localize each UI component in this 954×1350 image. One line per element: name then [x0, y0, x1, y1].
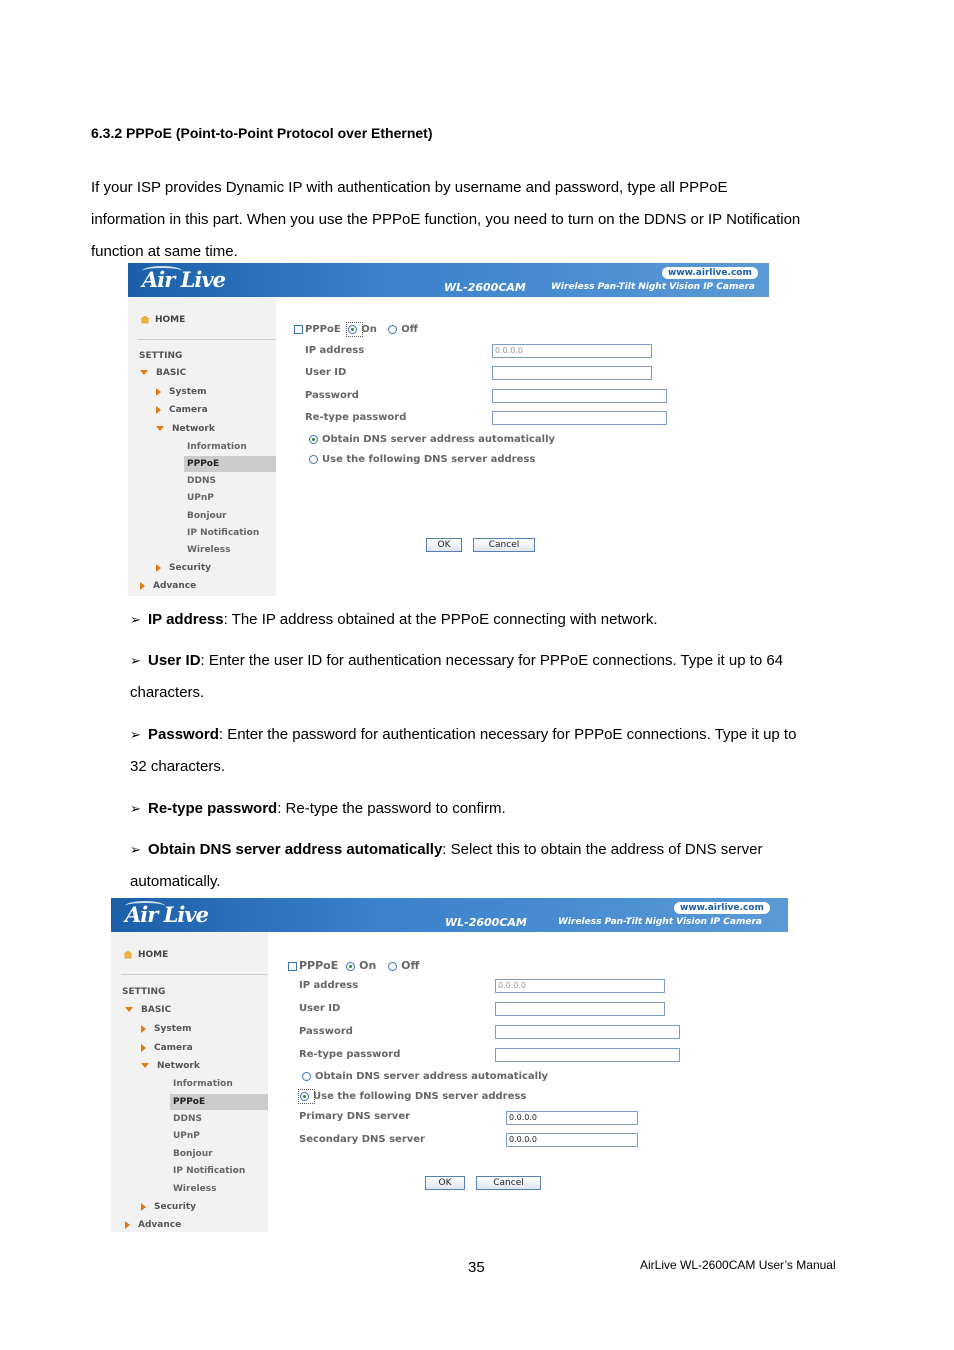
sidebar-setting-label: SETTING [139, 351, 183, 361]
sidebar-item-system[interactable]: System [156, 387, 207, 397]
sidebar-item-basic[interactable]: BASIC [125, 1005, 171, 1015]
sidebar-home[interactable]: HOME [140, 315, 185, 325]
retype-password-label: Re-type password [305, 412, 407, 423]
primary-dns-input[interactable]: 0.0.0.0 [506, 1111, 638, 1125]
secondary-dns-label: Secondary DNS server [299, 1134, 425, 1145]
user-id-label: User ID [305, 367, 347, 378]
sidebar-item-ip-notification[interactable]: IP Notification [187, 528, 260, 538]
camera-banner [111, 898, 788, 932]
password-label: Password [305, 390, 359, 401]
sidebar-item-basic[interactable]: BASIC [140, 368, 186, 378]
sidebar-item-camera[interactable]: Camera [141, 1043, 193, 1053]
sidebar-item-ip-notification[interactable]: IP Notification [173, 1166, 246, 1176]
intro-line-1: If your ISP provides Dynamic IP with authentication by username and password, type all PPPoE [91, 179, 728, 196]
primary-dns-label: Primary DNS server [299, 1111, 411, 1122]
sidebar-item-ddns[interactable]: DDNS [173, 1114, 202, 1124]
sidebar-item-security[interactable]: Security [156, 563, 211, 573]
sidebar-item-advance[interactable]: Advance [125, 1220, 181, 1230]
collapse-icon [125, 1221, 130, 1229]
collapse-icon [141, 1044, 146, 1052]
sidebar-item-pppoe[interactable]: PPPoE [184, 456, 276, 472]
airlive-logo: Air Live [125, 902, 208, 927]
banner-model: WL-2600CAM [445, 916, 527, 929]
manual-title: AirLive WL-2600CAM User’s Manual [640, 1258, 836, 1272]
retype-password-label: Re-type password [299, 1049, 401, 1060]
banner-desc: Wireless Pan-Tilt Night Vision IP Camera [558, 917, 762, 927]
sidebar-item-information[interactable]: Information [173, 1079, 233, 1089]
ip-address-label: IP address [299, 980, 359, 991]
sidebar-item-wireless[interactable]: Wireless [187, 545, 231, 555]
sidebar-item-pppoe[interactable]: PPPoE [170, 1094, 268, 1110]
sidebar-item-information[interactable]: Information [187, 442, 247, 452]
pppoe-toggle-row: PPPoE On Off [288, 959, 419, 972]
ip-address-label: IP address [305, 345, 365, 356]
user-id-input[interactable] [492, 366, 652, 380]
cancel-button[interactable]: Cancel [476, 1176, 541, 1190]
dns-auto-option[interactable]: Obtain DNS server address automatically [302, 1071, 548, 1082]
page-number: 35 [468, 1259, 485, 1276]
pppoe-checkbox [288, 962, 297, 971]
dns-auto-radio [309, 435, 318, 444]
ip-address-field: 0.0.0.0 [495, 979, 665, 993]
home-icon [123, 951, 133, 959]
secondary-dns-input[interactable]: 0.0.0.0 [506, 1133, 638, 1147]
dns-manual-option[interactable]: Use the following DNS server address [300, 1091, 526, 1102]
sidebar-item-bonjour[interactable]: Bonjour [187, 511, 227, 521]
pppoe-on-radio[interactable] [346, 959, 359, 972]
sidebar-item-network[interactable]: Network [141, 1061, 200, 1071]
retype-password-input[interactable] [495, 1048, 680, 1062]
dns-auto-radio [302, 1072, 311, 1081]
settings-sidebar [111, 932, 268, 1232]
sidebar-item-advance[interactable]: Advance [140, 581, 196, 591]
dns-auto-option[interactable]: Obtain DNS server address automatically [309, 434, 555, 445]
dns-manual-option[interactable]: Use the following DNS server address [309, 454, 535, 465]
collapse-icon [156, 388, 161, 396]
sidebar-home[interactable]: HOME [123, 950, 168, 960]
pppoe-on-radio[interactable] [348, 324, 361, 335]
pppoe-off-radio[interactable] [388, 959, 401, 972]
bullet-password-cont: 32 characters. [130, 758, 226, 775]
banner-desc: Wireless Pan-Tilt Night Vision IP Camera [551, 282, 755, 292]
collapse-icon [141, 1203, 146, 1211]
sidebar-item-upnp[interactable]: UPnP [187, 493, 214, 503]
expand-icon [140, 370, 148, 375]
pppoe-off-radio[interactable] [388, 324, 401, 335]
bullet-password: ➢ Password: Enter the password for authentication necessary for PPPoE connections. Type it up to [130, 726, 797, 743]
sidebar-item-network[interactable]: Network [156, 424, 215, 434]
screenshot-pppoe-manual-dns [111, 898, 788, 1232]
expand-icon [156, 426, 164, 431]
banner-model: WL-2600CAM [444, 281, 526, 294]
sidebar-item-system[interactable]: System [141, 1024, 192, 1034]
airlive-logo: Air Live [142, 267, 225, 292]
user-id-input[interactable] [495, 1002, 665, 1016]
cancel-button[interactable]: Cancel [473, 538, 535, 552]
bullet-user-id-cont: characters. [130, 684, 205, 701]
ok-button[interactable]: OK [426, 538, 462, 552]
bullet-retype-password: ➢ Re-type password: Re-type the password to confirm. [130, 800, 506, 817]
camera-banner [128, 263, 769, 297]
expand-icon [125, 1007, 133, 1012]
banner-url[interactable]: www.airlive.com [662, 267, 758, 279]
screenshot-pppoe-auto-dns [128, 263, 769, 596]
sidebar-item-security[interactable]: Security [141, 1202, 196, 1212]
section-heading: 6.3.2 PPPoE (Point-to-Point Protocol over Ethernet) [91, 125, 433, 141]
sidebar-item-bonjour[interactable]: Bonjour [173, 1149, 213, 1159]
collapse-icon [156, 406, 161, 414]
expand-icon [141, 1063, 149, 1068]
sidebar-setting-label: SETTING [122, 987, 166, 997]
bullet-dns-auto: ➢ Obtain DNS server address automatically: Select this to obtain the address of DNS server [130, 841, 763, 858]
bullet-user-id: ➢ User ID: Enter the user ID for authentication necessary for PPPoE connections. Type it up to 64 [130, 652, 784, 669]
collapse-icon [140, 582, 145, 590]
banner-url[interactable]: www.airlive.com [674, 902, 770, 914]
intro-line-2: information in this part. When you use the PPPoE function, you need to turn on the DDNS or IP Notification [91, 211, 801, 228]
settings-sidebar [128, 297, 276, 596]
password-input[interactable] [492, 389, 667, 403]
sidebar-item-upnp[interactable]: UPnP [173, 1131, 200, 1141]
dns-manual-radio [309, 455, 318, 464]
bullet-dns-auto-cont: automatically. [130, 873, 221, 890]
collapse-icon [156, 564, 161, 572]
pppoe-toggle-row: PPPoE On Off [294, 324, 418, 335]
user-id-label: User ID [299, 1003, 341, 1014]
ok-button[interactable]: OK [425, 1176, 465, 1190]
dns-manual-radio [300, 1092, 309, 1101]
bullet-ip-address: ➢ IP address: The IP address obtained at the PPPoE connecting with network. [130, 611, 658, 628]
sidebar-item-wireless[interactable]: Wireless [173, 1184, 217, 1194]
intro-line-3: function at same time. [91, 243, 238, 260]
pppoe-checkbox [294, 325, 303, 334]
collapse-icon [141, 1025, 146, 1033]
password-input[interactable] [495, 1025, 680, 1039]
sidebar-item-camera[interactable]: Camera [156, 405, 208, 415]
ip-address-field: 0.0.0.0 [492, 344, 652, 358]
home-icon [140, 316, 150, 324]
retype-password-input[interactable] [492, 411, 667, 425]
password-label: Password [299, 1026, 353, 1037]
sidebar-item-ddns[interactable]: DDNS [187, 476, 216, 486]
